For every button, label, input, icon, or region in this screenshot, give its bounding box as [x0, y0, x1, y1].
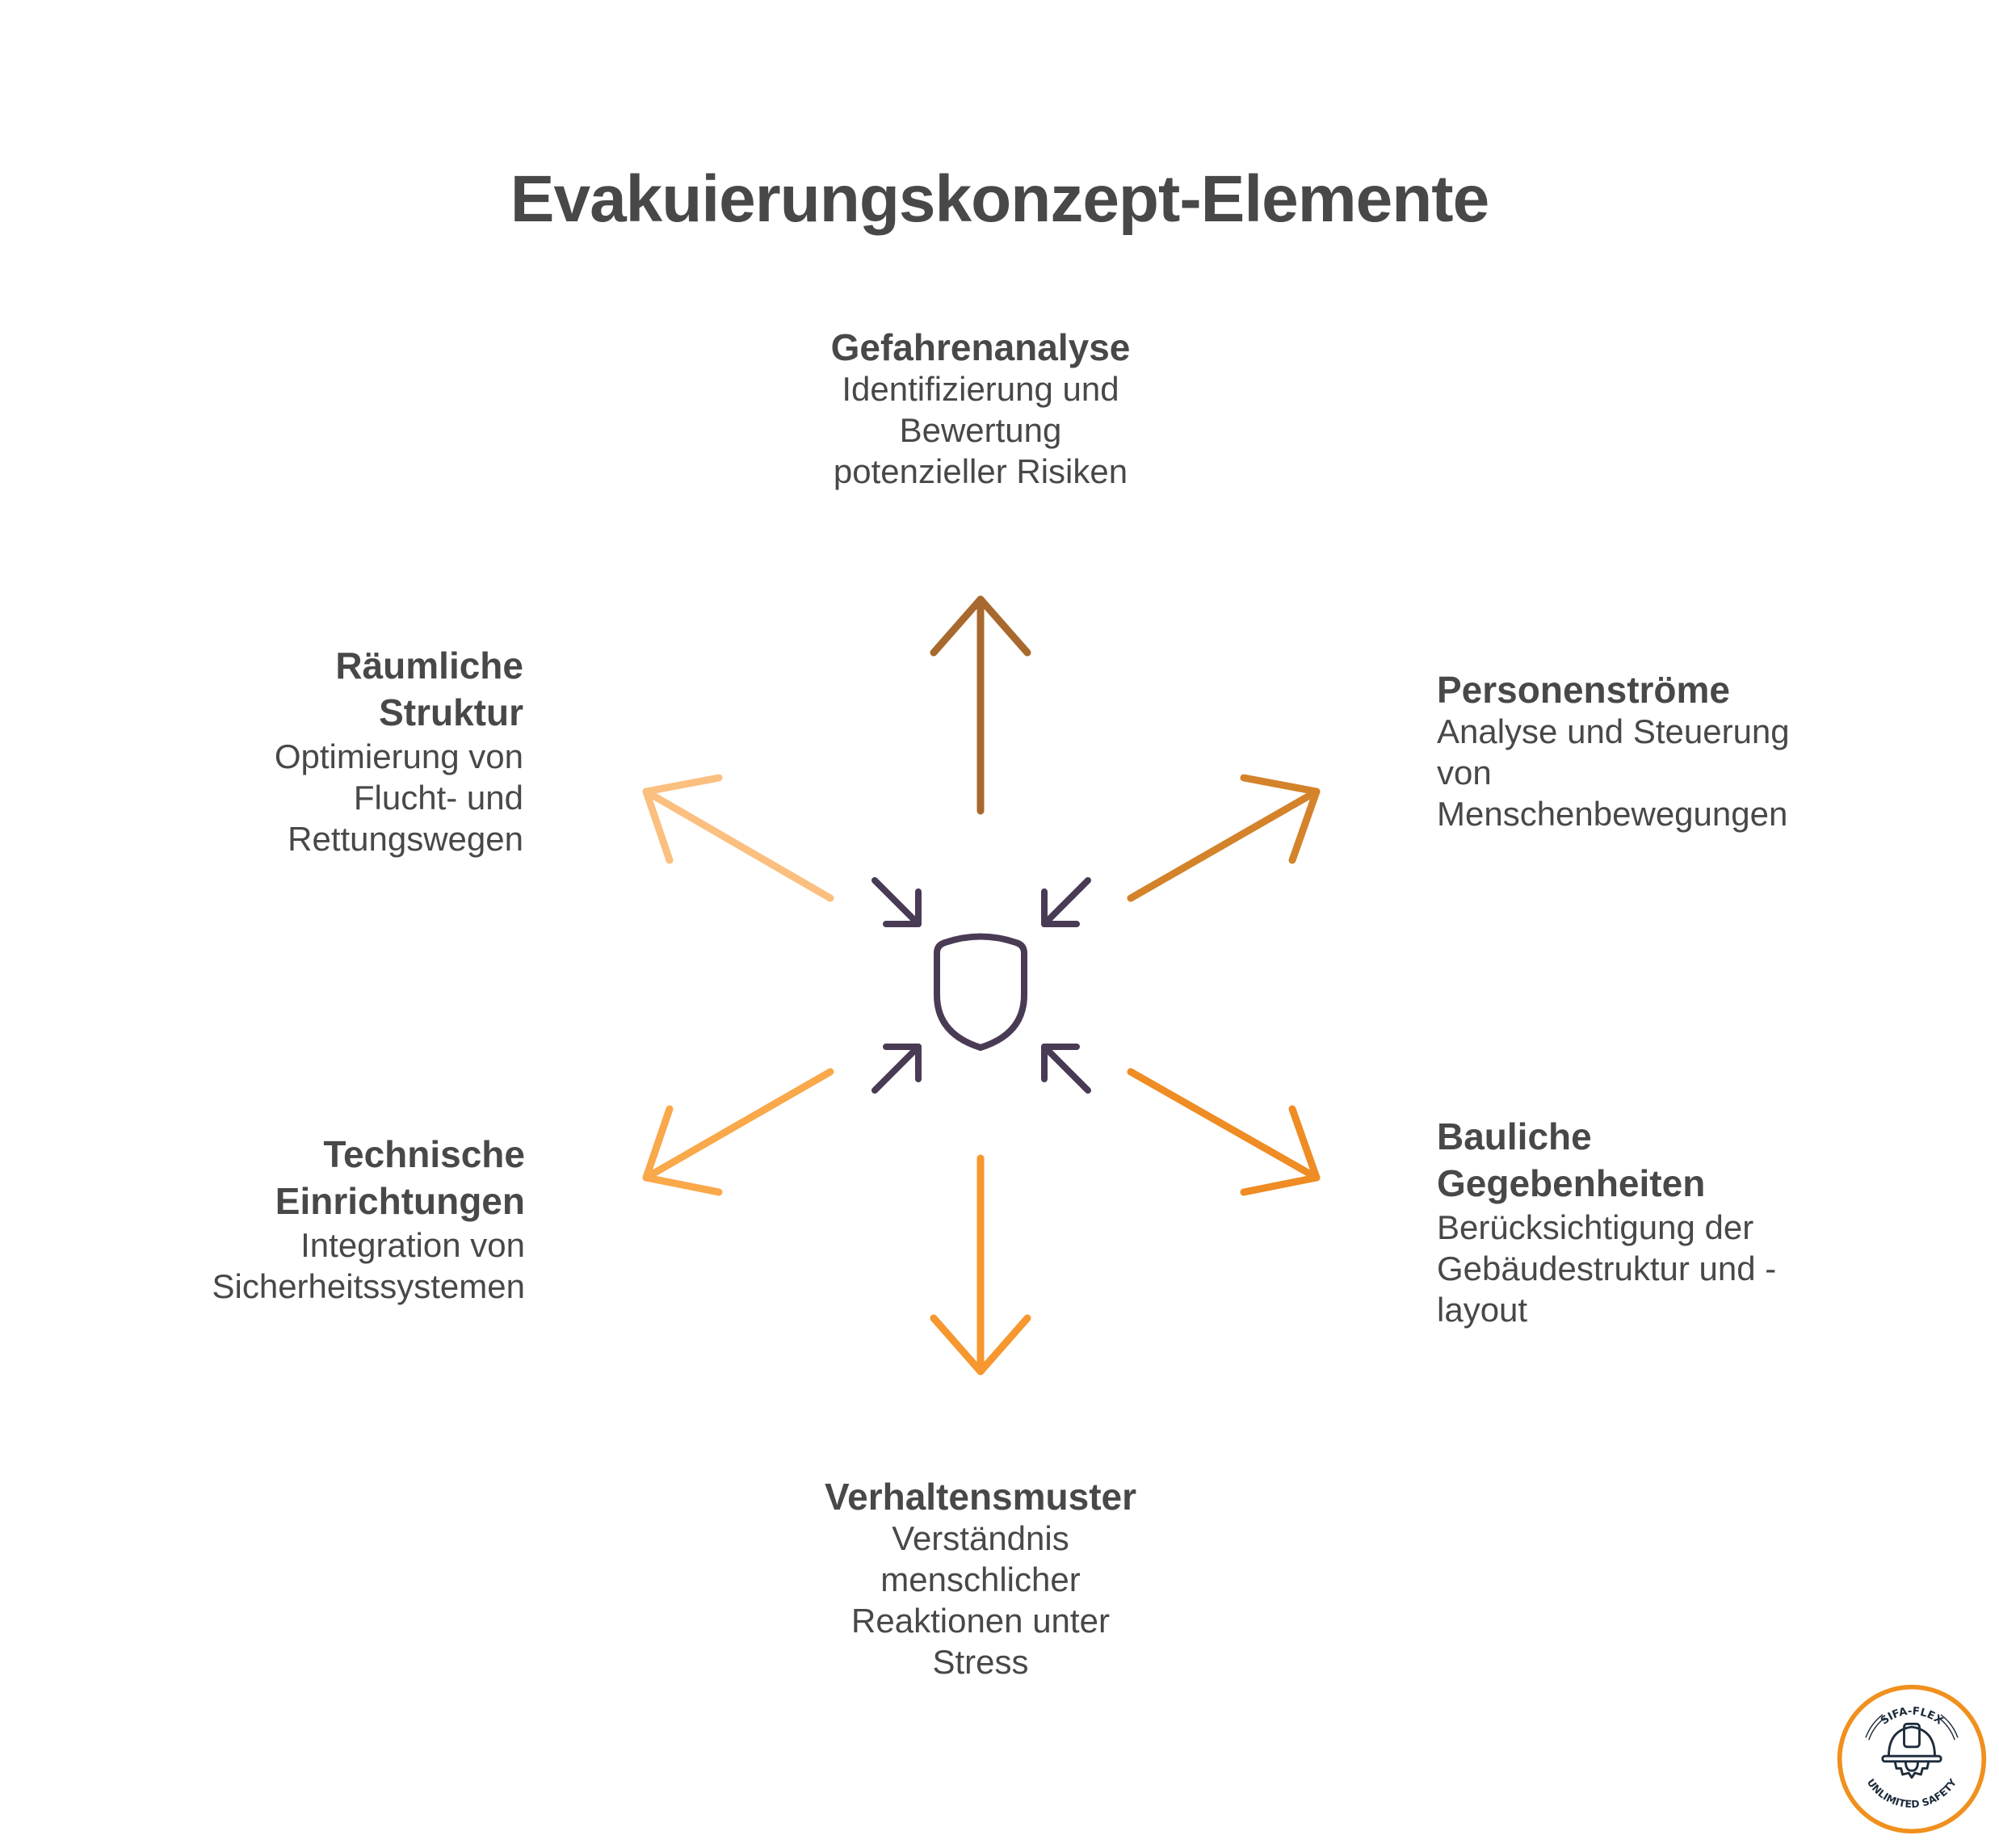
element-personenstroeme [1437, 669, 1889, 834]
element-description-line: Analyse und Steuerung [1437, 712, 1790, 750]
arrow-up-left-icon [646, 778, 830, 898]
element-description-line: Berücksichtigung der [1437, 1208, 1754, 1246]
element-bauliche-gegebenheiten [1437, 1113, 1889, 1330]
element-description-line: Flucht- und [353, 779, 523, 817]
element-title: Einrichtungen [275, 1180, 525, 1222]
element-title: Technische [323, 1133, 525, 1175]
element-description-line: Identifizierung und [842, 370, 1119, 408]
element-title: Gefahrenanalyse [830, 326, 1131, 368]
element-verhaltensmuster [779, 1476, 1182, 1682]
shield-icon [937, 937, 1024, 1048]
element-description-line: Stress [932, 1643, 1029, 1681]
element-title: Räumliche [335, 645, 523, 687]
element-description-line: Gebäudestruktur und - [1437, 1250, 1777, 1287]
arrow-up-right-icon [1131, 778, 1317, 898]
element-title: Struktur [379, 691, 523, 733]
element-title: Gegebenheiten [1437, 1162, 1706, 1204]
element-title: Bauliche [1437, 1115, 1592, 1157]
element-description-line: potenzieller Risiken [833, 452, 1128, 490]
element-description-line: menschlicher [880, 1560, 1081, 1598]
arrow-down-left-icon [646, 1072, 830, 1192]
center-converge-icon [875, 880, 1088, 1090]
element-description-line: Sicherheitssystemen [212, 1267, 525, 1305]
element-description-line: Integration von [300, 1226, 525, 1264]
element-raeumliche-struktur [121, 642, 523, 859]
element-title: Verhaltensmuster [824, 1476, 1137, 1518]
element-gefahrenanalyse [779, 326, 1182, 492]
page-title: Evakuierungskonzept-Elemente [510, 162, 1489, 236]
element-description-line: Bewertung [899, 411, 1062, 449]
arrow-up-icon [934, 599, 1027, 811]
element-description-line: von [1437, 754, 1492, 792]
element-description-line: Rettungswegen [288, 820, 523, 858]
element-description-line: Reaktionen unter [851, 1602, 1110, 1640]
element-description-line: layout [1437, 1291, 1528, 1329]
logo-bottom-text: UNLIMITED SAFETY [1864, 1776, 1959, 1811]
element-description-line: Menschenbewegungen [1437, 795, 1788, 833]
arrow-down-icon [934, 1158, 1027, 1371]
sifa-flex-logo [1835, 1682, 1989, 1836]
arrow-down-right-icon [1131, 1072, 1317, 1192]
logo-top-text: SIFA-FLEX [1879, 1705, 1945, 1728]
element-description-line: Optimierung von [274, 737, 523, 775]
element-title: Personenströme [1437, 669, 1731, 711]
element-technische-einrichtungen [121, 1131, 525, 1307]
element-description-line: Verständnis [892, 1519, 1069, 1557]
